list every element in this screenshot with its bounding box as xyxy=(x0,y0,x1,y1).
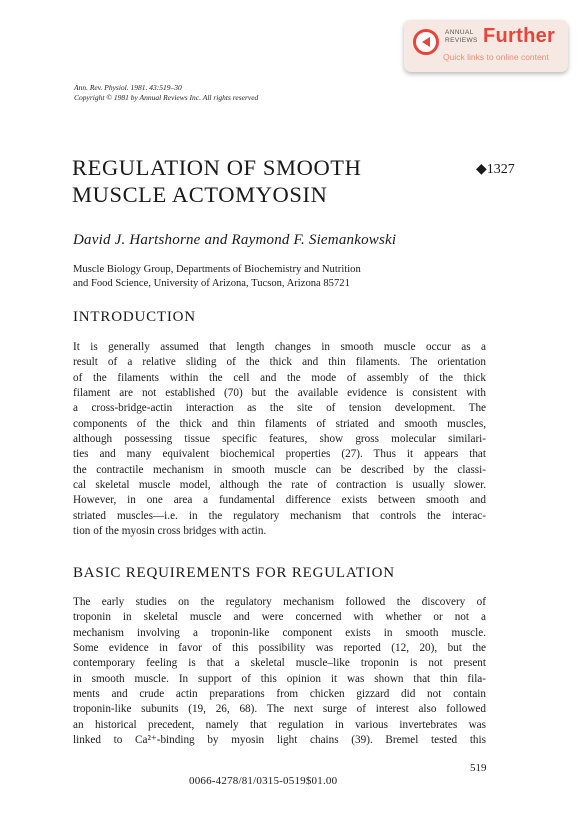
article-title xyxy=(72,154,362,208)
article-code: 0066-4278/81/0315-0519$01.00 xyxy=(189,775,338,787)
basic-requirements-paragraph xyxy=(73,595,486,748)
play-back-icon xyxy=(413,29,439,55)
text-line: However, in one area a fundamental difference exists between smooth and xyxy=(73,494,486,507)
citation-line-1: Ann. Rev. Physiol. 1981. 43:519–30 xyxy=(74,83,182,92)
badge-reviews-label: REVIEWS xyxy=(445,37,478,44)
text-line: The early studies on the regulatory mechanism followed the discovery of xyxy=(73,596,486,608)
text-line: cal skeletal muscle model, although the rate of contraction is usually slower. xyxy=(73,479,486,492)
text-line: the contractile mechanism in smooth muscle can be described by the classi- xyxy=(73,463,486,476)
text-line: filament are not established (70) but the available evidence is consistent with xyxy=(73,387,486,400)
section-heading-basic-requirements: BASIC REQUIREMENTS FOR REGULATION xyxy=(73,565,395,581)
introduction-paragraph xyxy=(73,340,486,539)
title-line-2: MUSCLE ACTOMYOSIN xyxy=(72,182,328,207)
text-line: linked to Ca²⁺-binding by myosin light chains (39). Bremel tested this xyxy=(73,734,486,747)
text-line: an historical precedent, namely that regulation in various invertebrates was xyxy=(73,718,486,731)
section-heading-introduction: INTRODUCTION xyxy=(73,309,196,325)
text-line: It is generally assumed that length changes in smooth muscle occur as a xyxy=(73,341,486,353)
text-line: mechanism involving a troponin-like component exists in smooth muscle. xyxy=(73,626,486,639)
affiliation xyxy=(73,263,361,292)
text-line: contemporary feeling is that a skeletal muscle–like troponin is not present xyxy=(73,657,486,670)
affiliation-line-2: and Food Science, University of Arizona, Tucson, Arizona 85721 xyxy=(73,278,350,290)
authors: David J. Hartshorne and Raymond F. Siemankowski xyxy=(73,232,397,248)
further-badge[interactable] xyxy=(404,20,568,72)
badge-further-label: Further xyxy=(483,25,556,47)
text-line: troponin-like subunits (19, 26, 68). The next surge of interest also followed xyxy=(73,703,486,716)
text-line: components of the thick and thin filaments of striated and smooth muscles, xyxy=(73,417,486,430)
text-line: tion of the myosin cross bridges with actin. xyxy=(73,525,267,538)
badge-annual-label: ANNUAL xyxy=(445,29,474,36)
badge-subtitle: Quick links to online content xyxy=(443,52,549,62)
title-line-1: REGULATION OF SMOOTH xyxy=(72,155,362,180)
text-line: striated muscles—i.e. in the regulatory mechanism that controls the interac- xyxy=(73,509,486,522)
citation-line-2: Copyright © 1981 by Annual Reviews Inc. All rights reserved xyxy=(74,93,259,102)
text-line: result of a relative sliding of the thick and thin filaments. The orientation xyxy=(73,356,486,369)
text-line: troponin in skeletal muscle and were concerned with whether or not a xyxy=(73,611,486,624)
article-number: ◆1327 xyxy=(476,162,515,177)
text-line: of the filaments within the cell and the mode of assembly of the thick xyxy=(73,371,486,384)
text-line: Some evidence in favor of this possibility was reported (12, 20), but the xyxy=(73,642,486,655)
page-number: 519 xyxy=(470,762,487,774)
journal-citation xyxy=(74,83,258,103)
text-line: in smooth muscle. In support of this opinion it was shown that thin fila- xyxy=(73,672,486,685)
text-line: ties and many equivalent biochemical properties (27). Thus it appears that xyxy=(73,448,486,461)
text-line: although possessing tissue specific features, show gross molecular similari- xyxy=(73,433,486,446)
text-line: a cross-bridge-actin interaction as the site of tension development. The xyxy=(73,402,486,415)
affiliation-line-1: Muscle Biology Group, Departments of Biochemistry and Nutrition xyxy=(73,264,361,275)
text-line: ments and crude actin preparations from chicken gizzard did not contain xyxy=(73,688,486,701)
